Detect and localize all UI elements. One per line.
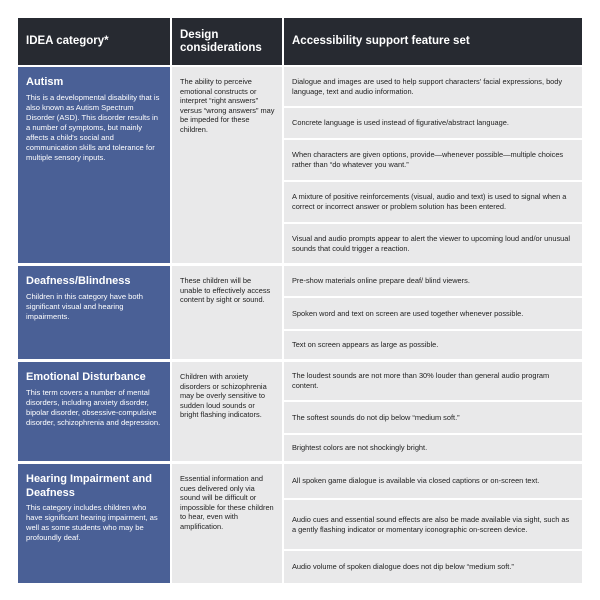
design-autism: The ability to perceive emotional constructs or interpret “right answers” versus “wrong answers” may be impeded for these children. [172,67,282,263]
header-feature-set: Accessibility support feature set [284,18,582,65]
feature-item: Pre-show materials online prepare deaf/ blind viewers. [284,266,582,296]
feature-item: Audio cues and essential sound effects are also be made available via sight, such as a gently flashing indicator or momentary iconographic on-screen device. [284,498,582,549]
category-title: Emotional Disturbance [26,371,146,383]
category-title: Deafness/Blindness [26,275,131,287]
design-deafness-blindness: These children will be unable to effectively access content by sight or sound. [172,266,282,359]
design-hearing-impairment: Essential information and cues delivered only via sound will be difficult or impossible for these children to hear, even with amplification. [172,464,282,583]
header-idea-category: IDEA category* [18,18,170,65]
category-description: This term covers a number of mental disorders, including anxiety disorder, bipolar disorder, obsessive-compulsive disorder, schizophrenia and depression. [26,387,161,427]
category-hearing-impairment [18,464,170,583]
feature-item: Visual and audio prompts appear to alert the viewer to upcoming loud and/or unusual sounds that could trigger a reaction. [284,222,582,263]
feature-item: Concrete language is used instead of figurative/abstract language. [284,106,582,138]
feature-item: Dialogue and images are used to help support characters' facial expressions, body language, text and audio information. [284,67,582,106]
category-description: Children in this category have both significant visual and hearing impairments. [26,291,143,321]
feature-item: Text on screen appears as large as possible. [284,329,582,359]
feature-item: Audio volume of spoken dialogue does not dip below “medium soft.” [284,549,582,583]
feature-item: The loudest sounds are not more than 30% louder than general audio program content. [284,362,582,400]
category-deafness-blindness [18,266,170,359]
category-title: Autism [26,76,64,88]
feature-item: All spoken game dialogue is available via closed captions or on-screen text. [284,464,582,498]
header-design-considerations: Design considerations [172,18,282,65]
accessibility-table [18,18,582,583]
category-description: This is a developmental disability that is also known as Autism Spectrum Disorder (ASD). This disorder results in a number of symptoms, but mainly affects a child's social and communication skills and tolerance for multiple sensory inputs. [26,92,160,162]
feature-item: A mixture of positive reinforcements (visual, audio and text) is used to signal when a correct or incorrect answer or problem solution has been entered. [284,180,582,222]
feature-item: Spoken word and text on screen are used together whenever possible. [284,296,582,329]
category-emotional-disturbance [18,362,170,461]
category-autism [18,67,170,263]
feature-item: Brightest colors are not shockingly bright. [284,433,582,461]
category-title: Hearing Impairment and Deafness [26,473,152,499]
feature-item: When characters are given options, provide—whenever possible—multiple choices rather than “do whatever you want.” [284,138,582,180]
category-description: This category includes children who have significant hearing impairment, as well as some students who may be profoundly deaf. [26,503,158,542]
design-emotional-disturbance: Children with anxiety disorders or schizophrenia may be overly sensitive to sudden loud sounds or bright flashing indicators. [172,362,282,461]
feature-item: The softest sounds do not dip below “medium soft.” [284,400,582,433]
